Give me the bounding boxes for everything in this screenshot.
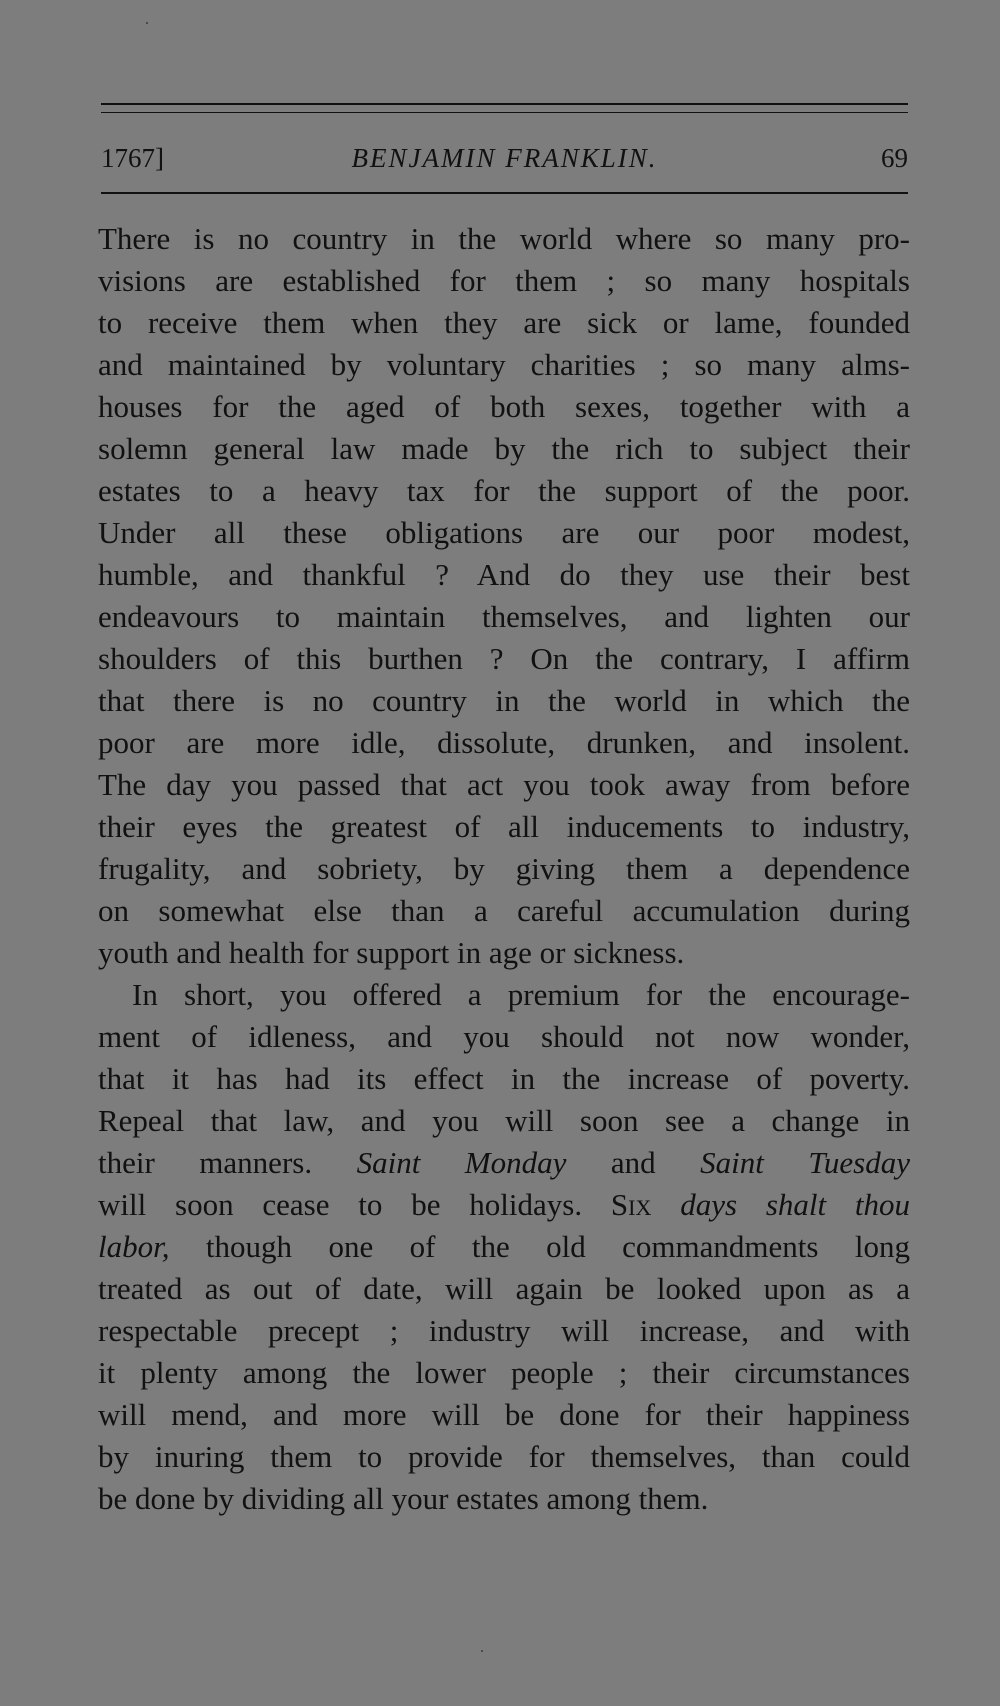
text-line: respectable precept ; industry will increase, and with <box>98 1313 910 1348</box>
page-number: 69 <box>881 143 908 173</box>
text-line: endeavours to maintain themselves, and lighten our <box>98 599 910 634</box>
text-line: youth and health for support in age or sickness. <box>98 935 685 970</box>
paragraph-2 <box>98 974 910 1520</box>
running-head-title: BENJAMIN FRANKLIN. <box>351 143 658 173</box>
text-line: their eyes the greatest of all inducements to industry, <box>98 809 910 844</box>
text-line: shoulders of this burthen ? On the contrary, I affirm <box>98 641 910 676</box>
body-text <box>98 218 910 1520</box>
paper-speck <box>146 22 148 24</box>
italic-run: Saint Tuesday <box>700 1145 910 1180</box>
text-line: and maintained by voluntary charities ; so many alms- <box>98 347 910 382</box>
text-line: solemn general law made by the rich to subject their <box>98 431 910 466</box>
text-line: will mend, and more will be done for their happiness <box>98 1397 910 1432</box>
text-line: that there is no country in the world in which the <box>98 683 910 718</box>
text-line: treated as out of date, will again be looked upon as a <box>98 1271 910 1306</box>
text-line: estates to a heavy tax for the support of the poor. <box>98 473 910 508</box>
text-line: ment of idleness, and you should not now wonder, <box>98 1019 910 1054</box>
text-line: Repeal that law, and you will soon see a change in <box>98 1103 910 1138</box>
text-line: be done by dividing all your estates among them. <box>98 1481 709 1516</box>
italic-run: labor, <box>98 1229 170 1264</box>
text-run: their manners. <box>98 1145 313 1180</box>
text-line: frugality, and sobriety, by giving them a dependence <box>98 851 910 886</box>
text-line <box>98 1226 910 1268</box>
italic-run: days shalt thou <box>680 1187 911 1222</box>
paragraph-1 <box>98 218 910 974</box>
text-line: to receive them when they are sick or lame, founded <box>98 305 910 340</box>
text-line: humble, and thankful ? And do they use their best <box>98 557 910 592</box>
text-line: by inuring them to provide for themselves, than could <box>98 1439 910 1474</box>
text-line: poor are more idle, dissolute, drunken, and insolent. <box>98 725 910 760</box>
header-rule <box>101 192 908 194</box>
top-rule <box>101 103 908 105</box>
paper-speck <box>481 1650 483 1652</box>
italic-run: Saint Monday <box>356 1145 567 1180</box>
running-head-year: 1767] <box>101 143 164 173</box>
text-line: it plenty among the lower people ; their circumstances <box>98 1355 910 1390</box>
text-line: In short, you offered a premium for the encourage- <box>132 977 910 1012</box>
text-line: Under all these obligations are our poor modest, <box>98 515 910 550</box>
text-line: There is no country in the world where so many pro- <box>98 221 910 256</box>
text-run: will soon cease to be holidays. <box>98 1187 583 1222</box>
text-line <box>98 1184 910 1226</box>
top-rule-thin <box>101 112 908 113</box>
text-line <box>98 1142 910 1184</box>
text-line: that it has had its effect in the increase of poverty. <box>98 1061 910 1096</box>
text-line: houses for the aged of both sexes, together with a <box>98 389 910 424</box>
text-line: on somewhat else than a careful accumulation during <box>98 893 910 928</box>
small-caps-run: Six <box>610 1187 652 1222</box>
running-head <box>101 138 908 178</box>
text-line: The day you passed that act you took away from before <box>98 767 910 802</box>
text-line: visions are established for them ; so many hospitals <box>98 263 910 298</box>
text-run: though one of the old commandments long <box>205 1229 910 1264</box>
text-run: and <box>610 1145 656 1180</box>
